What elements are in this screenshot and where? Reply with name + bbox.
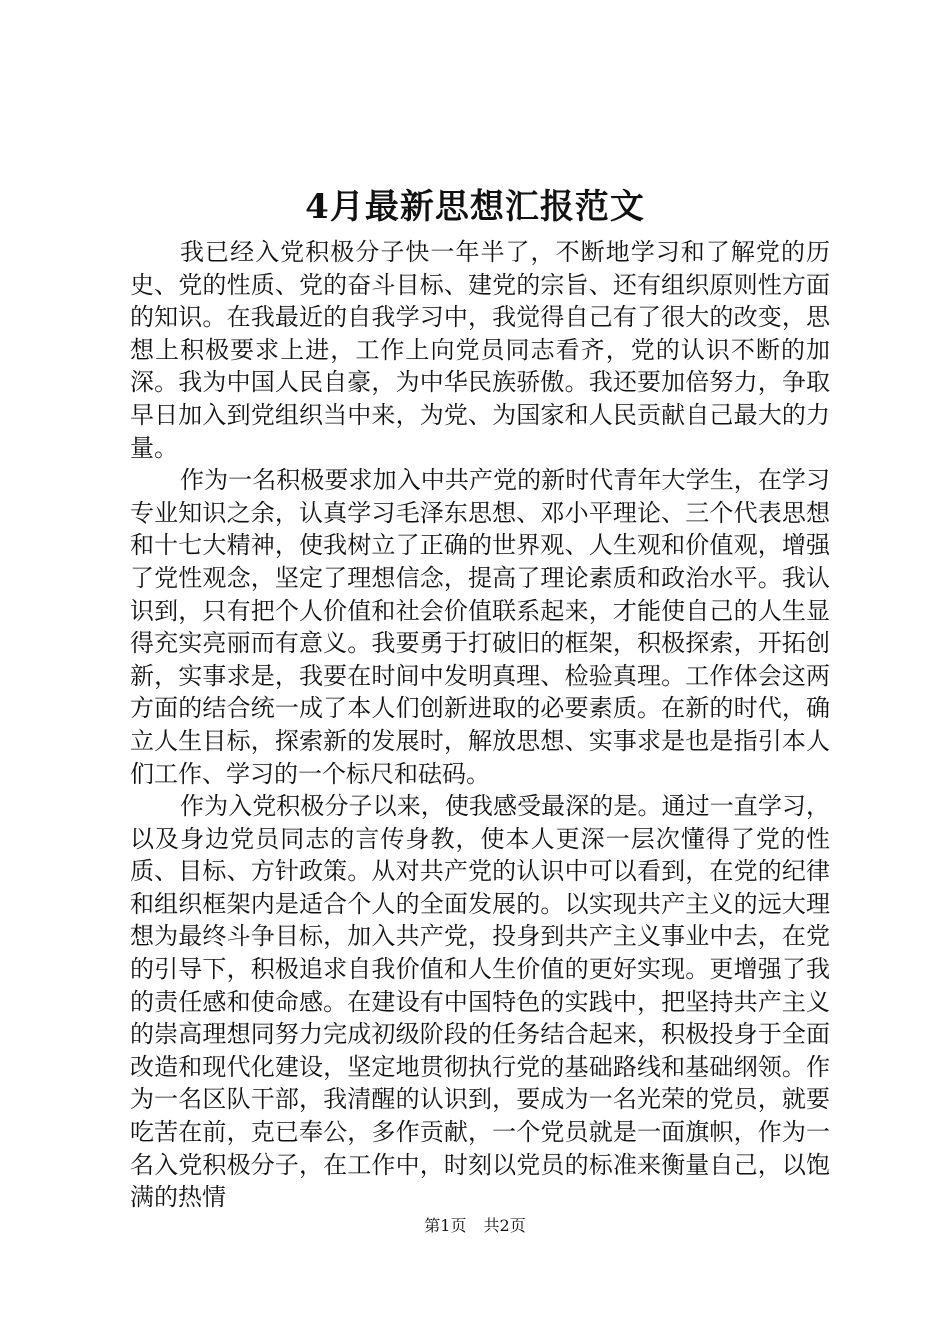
paragraph-1: 我已经入党积极分子快一年半了，不断地学习和了解党的历史、党的性质、党的奋斗目标、建党的宗旨、还有组织原则性方面的知识。在我最近的自我学习中，我觉得自己有了很大的改变，思想上积极要求上进，工作上向党员同志看齐，党的认识不断的加深。我为中国人民自豪，为中华民族骄傲。我还要加倍努力，争取早日加入到党组织当中来，为党、为国家和人民贡献自己最大的力量。 bbox=[130, 238, 830, 462]
page-footer bbox=[0, 1215, 950, 1237]
page-number: 第1页 bbox=[424, 1216, 467, 1235]
paragraph-2: 作为一名积极要求加入中共产党的新时代青年大学生，在学习专业知识之余，认真学习毛泽东思想、邓小平理论、三个代表思想和十七大精神，使我树立了正确的世界观、人生观和价值观，增强了党性观念，坚定了理想信念，提高了理论素质和政治水平。我认识到，只有把个人价值和社会价值联系起来，才能使自己的人生显得充实亮丽而有意义。我要勇于打破旧的框架，积极探索，开拓创新，实事求是，我要在时间中发明真理、检验真理。工作体会这两方面的结合统一成了本人们创新进取的必要素质。在新的时代，确立人生目标，探索新的发展时，解放思想、实事求是也是指引本人们工作、学习的一个标尺和砝码。 bbox=[130, 466, 830, 788]
paragraph-3: 作为入党积极分子以来，使我感受最深的是。通过一直学习，以及身边党员同志的言传身教，使本人更深一层次懂得了党的性质、目标、方针政策。从对共产党的认识中可以看到，在党的纪律和组织框架内是适合个人的全面发展的。以实现共产主义的远大理想为最终斗争目标，加入共产党，投身到共产主义事业中去，在党的引导下，积极追求自我价值和人生价值的更好实现。更增强了我的责任感和使命感。在建设有中国特色的实践中，把坚持共产主义的崇高理想同努力完成初级阶段的任务结合起来，积极投身于全面改造和现代化建设，坚定地贯彻执行党的基础路线和基础纲领。作为一名区队干部，我清醒的认识到，要成为一名光荣的党员，就要吃苦在前，克已奉公，多作贡献，一个党员就是一面旗帜，作为一名入党积极分子，在工作中，时刻以党员的标准来衡量自己，以饱满的热情 bbox=[130, 792, 830, 1212]
document-title: 4月最新思想汇报范文 bbox=[305, 187, 645, 227]
page-count: 共2页 bbox=[483, 1216, 526, 1235]
document-body bbox=[130, 236, 830, 1214]
